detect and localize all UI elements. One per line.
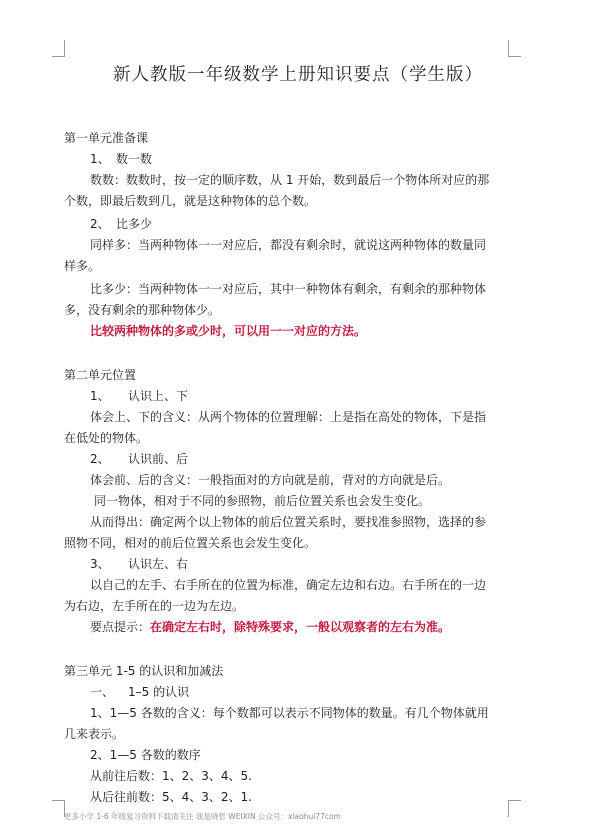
highlight-note: 比较两种物体的多或少时，可以用一一对应的方法。: [90, 324, 367, 338]
section-number: 1、: [90, 152, 110, 166]
section-number: 2、: [90, 217, 110, 231]
unit1-heading: 第一单元准备课: [64, 131, 149, 145]
unit1-section2-heading: [64, 214, 516, 235]
paragraph-same-amount: 同样多：当两种物体一一对应后，都没有剩余时，就说这两种物体的数量同: [90, 238, 487, 252]
section-title: 1–5 的认识: [128, 685, 190, 699]
unit1-section1-heading: [64, 149, 516, 170]
section-number: 一、: [90, 685, 115, 699]
paragraph-number-meaning-cont: 几来表示。: [64, 727, 125, 741]
unit2-section3-heading: [64, 554, 516, 575]
document-title: 新人教版一年级数学上册知识要点（学生版）: [113, 65, 483, 85]
section-number: 1、: [90, 389, 110, 403]
section-title: 认识左、右: [128, 557, 189, 571]
count-forward: 从前往后数：1、2、3、4、5.: [90, 769, 252, 783]
unit2-section1-heading: [64, 386, 516, 407]
section-number: 2、: [90, 452, 110, 466]
paragraph-compare-cont: 多，没有剩余的那种物体少。: [64, 303, 221, 317]
section-number: 3、: [90, 557, 110, 571]
unit3-heading: 第三单元 1-5 的认识和加减法: [64, 664, 224, 678]
section-title: 数一数: [116, 152, 153, 166]
crop-mark-top-left: [52, 40, 65, 57]
unit2-heading: 第二单元位置: [64, 368, 137, 382]
paragraph-counting-cont: 个数，即最后数到几，就是这种物体的总个数。: [64, 194, 317, 208]
unit3-sub-heading: [64, 682, 516, 703]
number-order-heading: 2、1—5 各数的数序: [90, 748, 201, 762]
count-backward: 从后往前数：5、4、3、2、1.: [90, 790, 252, 804]
document-body: [64, 128, 516, 808]
footer-note: 更多小学 1-6 年级复习资料下载请关注 我是晓哲 WEIXIN 公众号：xiaohui77com: [64, 812, 341, 821]
paragraph-same-amount-cont: 样多。: [64, 259, 101, 273]
section-title: 认识前、后: [128, 452, 189, 466]
unit2-section2-heading: [64, 449, 516, 470]
paragraph-counting: 数数：数数时，按一定的顺序数，从 1 开始，数到最后一个物体所对应的那: [90, 173, 490, 187]
paragraph-conclusion: 从而得出：确定两个以上物体的前后位置关系时，要找准参照物，选择的参: [90, 515, 487, 529]
tip-text: 在确定左右时，除特殊要求，一般以观察者的左右为准。: [150, 620, 451, 634]
paragraph-left-right: 以自己的左手、右手所在的位置为标准，确定左边和右边。右手所在的一边: [90, 578, 487, 592]
paragraph-up-down: 体会上、下的含义：从两个物体的位置理解：上是指在高处的物体，下是指: [90, 410, 487, 424]
paragraph-compare: 比多少：当两种物体一一对应后，其中一种物体有剩余，有剩余的那种物体: [90, 282, 487, 296]
paragraph-left-right-cont: 为右边，左手所在的一边为左边。: [64, 599, 245, 613]
crop-mark-top-right: [508, 40, 521, 57]
paragraph-same-object: 同一物体，相对于不同的参照物，前后位置关系也会发生变化。: [94, 494, 431, 508]
tip-paragraph: [64, 617, 516, 638]
section-title: 认识上、下: [128, 389, 189, 403]
paragraph-conclusion-cont: 照物不同，相对的前后位置关系也会发生变化。: [64, 536, 317, 550]
paragraph-number-meaning: 1、1—5 各数的含义：每个数都可以表示不同物体的数量。有几个物体就用: [90, 706, 489, 720]
section-title: 比多少: [116, 217, 153, 231]
paragraph-front-back: 体会前、后的含义：一般指面对的方向就是前，背对的方向就是后。: [90, 473, 451, 487]
tip-label: 要点提示：: [90, 620, 151, 634]
paragraph-up-down-cont: 在低处的物体。: [64, 431, 149, 445]
